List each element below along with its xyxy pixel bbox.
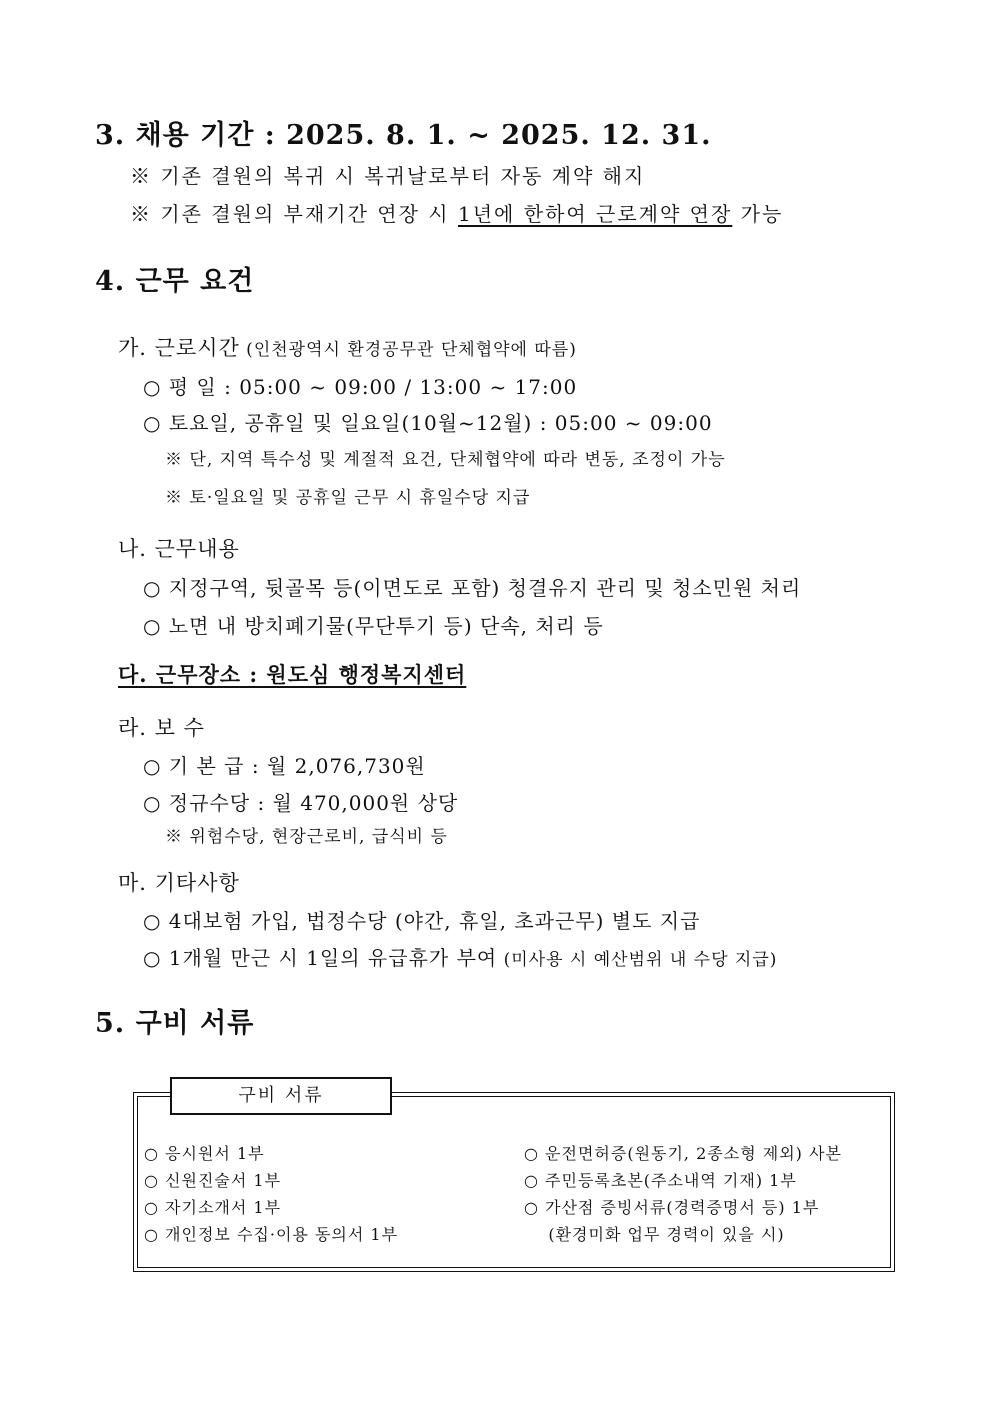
section4-heading: 4. 근무 요건 bbox=[95, 266, 255, 297]
documents-box-title: 구비 서류 bbox=[170, 1077, 392, 1115]
ma-item-2 bbox=[143, 942, 777, 971]
doc-application-form: ○ 응시원서 1부 bbox=[144, 1144, 265, 1163]
section3-heading: 3. 채용 기간 : 2025. 8. 1. ~ 2025. 12. 31. bbox=[95, 120, 712, 151]
doc-privacy-consent: ○ 개인정보 수집·이용 동의서 1부 bbox=[144, 1225, 399, 1244]
ga-item-weekend: ○ 토요일, 공휴일 및 일요일(10월~12월) : 05:00 ~ 09:00 bbox=[143, 411, 713, 435]
section5-heading: 5. 구비 서류 bbox=[95, 1008, 255, 1039]
ga-title bbox=[118, 332, 577, 362]
na-title: 나. 근무내용 bbox=[118, 537, 240, 561]
section3-note-1: ※ 기존 결원의 복귀 시 복귀날로부터 자동 계약 해지 bbox=[130, 164, 646, 188]
na-item-1: ○ 지정구역, 뒷골목 등(이면도로 포함) 청결유지 관리 및 청소민원 처리 bbox=[143, 576, 802, 600]
section3-note-2-post: 가능 bbox=[732, 202, 784, 226]
doc-self-introduction: ○ 자기소개서 1부 bbox=[144, 1198, 282, 1217]
ga-title-main: 가. 근로시간 bbox=[118, 336, 240, 360]
ra-title: 라. 보 수 bbox=[118, 716, 205, 740]
ma-item-2-paren: (미사용 시 예산범위 내 수당 지급) bbox=[497, 950, 778, 970]
ga-item-weekday: ○ 평 일 : 05:00 ~ 09:00 / 13:00 ~ 17:00 bbox=[143, 375, 578, 399]
section3-note-2 bbox=[130, 198, 783, 227]
ma-item-2-main: ○ 1개월 만근 시 1일의 유급휴가 부여 bbox=[143, 946, 498, 970]
ra-item-base-pay: ○ 기 본 급 : 월 2,076,730원 bbox=[143, 754, 426, 778]
ma-item-1: ○ 4대보험 가입, 법정수당 (야간, 휴일, 초과근무) 별도 지급 bbox=[143, 909, 701, 933]
da-title: 다. 근무장소 : 원도심 행정복지센터 bbox=[118, 662, 467, 687]
ga-note-2: ※ 토·일요일 및 공휴일 근무 시 휴일수당 지급 bbox=[165, 488, 531, 508]
section3-note-2-pre: ※ 기존 결원의 부재기간 연장 시 bbox=[130, 202, 458, 226]
doc-bonus-evidence: ○ 가산점 증빙서류(경력증명서 등) 1부 bbox=[524, 1198, 820, 1217]
doc-resident-register: ○ 주민등록초본(주소내역 기재) 1부 bbox=[524, 1171, 797, 1190]
doc-bonus-evidence-note: (환경미화 업무 경력이 있을 시) bbox=[524, 1225, 785, 1244]
doc-driver-license: ○ 운전면허증(원동기, 2종소형 제외) 사본 bbox=[524, 1144, 842, 1163]
ga-title-paren: (인천광역시 환경공무관 단체협약에 따름) bbox=[239, 340, 577, 360]
ra-item-allowance: ○ 정규수당 : 월 470,000원 상당 bbox=[143, 791, 459, 815]
na-item-2: ○ 노면 내 방치폐기물(무단투기 등) 단속, 처리 등 bbox=[143, 614, 604, 638]
ma-title: 마. 기타사항 bbox=[118, 871, 240, 895]
ra-note: ※ 위험수당, 현장근로비, 급식비 등 bbox=[165, 827, 448, 847]
section3-note-2-underline: 1년에 한하여 근로계약 연장 bbox=[457, 202, 733, 226]
doc-personal-statement: ○ 신원진술서 1부 bbox=[144, 1171, 282, 1190]
ga-note-1: ※ 단, 지역 특수성 및 계절적 요건, 단체협약에 따라 변동, 조정이 가능 bbox=[165, 450, 726, 470]
